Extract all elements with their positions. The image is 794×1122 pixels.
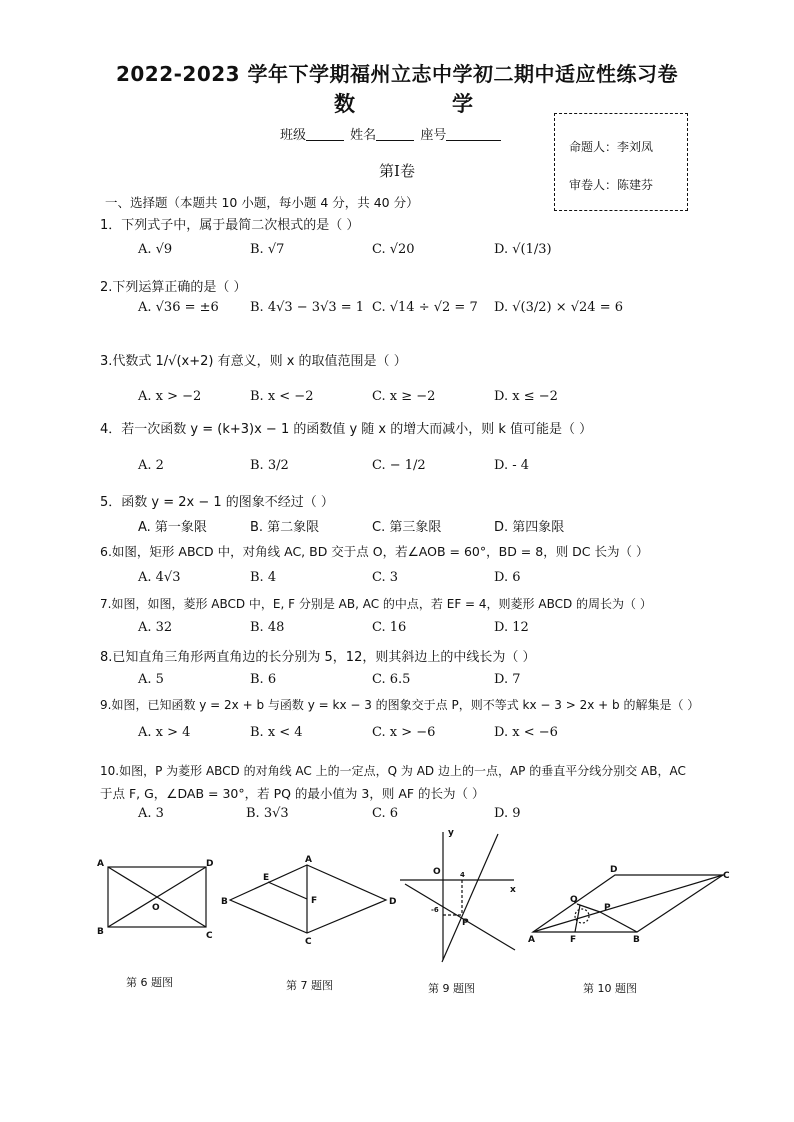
q5-option-a: A. 第一象限 (138, 520, 207, 535)
fig10-diagonal-ac (533, 875, 723, 932)
q3-option-a: A. x > −2 (138, 389, 202, 404)
class-blank[interactable] (306, 140, 344, 141)
reviewer-text: 审卷人：陈建芬 (569, 178, 654, 192)
q2-option-a: A. √36 = ±6 (138, 300, 219, 315)
fig10-label-p: P (604, 903, 611, 913)
seat-blank[interactable] (446, 140, 501, 141)
q6-option-b: B. 4 (250, 570, 277, 585)
fig7-label-b: B (221, 897, 228, 907)
figure-6-rectangle (108, 867, 206, 927)
q6-option-d: D. 6 (494, 570, 521, 585)
fig9-label-y: y (448, 828, 454, 838)
q2-option-c: C. √14 ÷ √2 = 7 (372, 300, 478, 315)
caption-fig9: 第 9 题图 (428, 982, 475, 995)
fig7-label-e: E (263, 873, 270, 883)
q10-option-d: D. 9 (494, 806, 521, 821)
q4-option-d: D. - 4 (494, 458, 530, 473)
q7-option-c: C. 16 (372, 620, 407, 635)
fig7-rhombus (230, 865, 386, 933)
q9-option-d: D. x < −6 (494, 725, 558, 740)
caption-fig10: 第 10 题图 (583, 982, 637, 995)
q2-option-b: B. 4√3 − 3√3 = 1 (250, 300, 365, 315)
q3-option-c: C. x ≥ −2 (372, 389, 436, 404)
q7-option-b: B. 48 (250, 620, 285, 635)
fig9-label-4: 4 (460, 871, 465, 879)
caption-fig7: 第 7 题图 (286, 979, 333, 992)
name-label: 姓名 (350, 128, 377, 143)
q3-option-d: D. x ≤ −2 (494, 389, 558, 404)
setter-text: 命题人：李刘凤 (569, 140, 654, 154)
question-7: 7.如图，如图，菱形 ABCD 中，E, F 分别是 AB, AC 的中点，若 EF = 4，则菱形 ABCD 的周长为（ ） (100, 597, 652, 611)
fig7-label-f: F (311, 896, 318, 906)
fig9-label-x: x (510, 885, 516, 895)
question-2: 2.下列运算正确的是（ ） (100, 280, 247, 295)
question-6: 6.如图，矩形 ABCD 中，对角线 AC, BD 交于点 O，若∠AOB = 60°，BD = 8，则 DC 长为（ ） (100, 544, 649, 559)
q1-option-c: C. √20 (372, 242, 415, 257)
q1-option-b: B. √7 (250, 242, 285, 257)
q2-option-d: D. √(3/2) × √24 = 6 (494, 300, 623, 315)
fig10-label-b: B (633, 935, 640, 945)
q8-option-b: B. 6 (250, 672, 277, 687)
volume-heading: 第Ⅰ卷 (379, 162, 415, 180)
q10-option-b: B. 3√3 (246, 806, 289, 821)
fig6-label-c: C (206, 931, 213, 941)
q1-option-d: D. √(1/3) (494, 242, 552, 257)
figure-7-rhombus (230, 865, 386, 933)
q6-option-a: A. 4√3 (138, 570, 181, 585)
question-8: 8.已知直角三角形两直角边的长分别为 5，12，则其斜边上的中线长为（ ） (100, 650, 536, 665)
fig9-line-kx-minus-3 (405, 884, 515, 950)
q7-option-a: A. 32 (138, 620, 173, 635)
figures-area (0, 820, 794, 1000)
q10-option-c: C. 6 (372, 806, 399, 821)
q7-option-d: D. 12 (494, 620, 529, 635)
exam-title: 2022-2023 学年下学期福州立志中学初二期中适应性练习卷 (115, 62, 679, 86)
question-5: 5．函数 y = 2x − 1 的图象不经过（ ） (100, 495, 334, 510)
question-10: 10.如图，P 为菱形 ABCD 的对角线 AC 上的一定点，Q 为 AD 边上的一点，AP 的垂直平分线分别交 AB，AC (100, 764, 686, 778)
q3-option-b: B. x < −2 (250, 389, 314, 404)
q4-option-c: C. − 1/2 (372, 458, 426, 473)
fig9-label-o: O (433, 867, 441, 877)
fig10-label-q: Q (570, 895, 578, 905)
question-1: 1．下列式子中，属于最简二次根式的是（ ） (100, 218, 360, 233)
section-heading: 一、选择题（本题共 10 小题，每小题 4 分，共 40 分） (105, 195, 419, 210)
seat-label: 座号 (420, 128, 447, 143)
question-4: 4．若一次函数 y = (k+3)x − 1 的函数值 y 随 x 的增大而减小，则 k 值可能是（ ） (100, 422, 593, 437)
q9-option-c: C. x > −6 (372, 725, 436, 740)
q8-option-a: A. 5 (138, 672, 164, 687)
q1-option-a: A. √9 (138, 242, 173, 257)
fig6-label-o: O (152, 903, 160, 913)
q5-option-c: C. 第三象限 (372, 520, 442, 535)
name-blank[interactable] (376, 140, 414, 141)
question-10-line2: 于点 F, G，∠DAB = 30°，若 PQ 的最小值为 3，则 AF 的长为（ ） (100, 786, 485, 801)
caption-fig6: 第 6 题图 (126, 976, 173, 989)
fig10-segment-pb (600, 912, 637, 932)
fig10-label-f: F (570, 935, 577, 945)
fig9-label-neg6: -6 (431, 906, 439, 914)
question-3: 3.代数式 1/√(x+2) 有意义，则 x 的取值范围是（ ） (100, 354, 407, 369)
question-9: 9.如图，已知函数 y = 2x + b 与函数 y = kx − 3 的图象交于点 P，则不等式 kx − 3 > 2x + b 的解集是（ ） (100, 698, 700, 712)
q5-option-d: D. 第四象限 (494, 520, 565, 535)
fig10-segment-pq (577, 904, 600, 912)
student-info-line (280, 124, 503, 143)
q10-option-a: A. 3 (138, 806, 164, 821)
fig6-label-b: B (97, 927, 104, 937)
fig7-label-c: C (305, 937, 312, 947)
q9-option-b: B. x < 4 (250, 725, 303, 740)
fig9-line-2x-plus-b (442, 834, 498, 962)
fig7-segment-ef (268, 882, 307, 899)
q9-option-a: A. x > 4 (138, 725, 191, 740)
fig6-label-a: A (97, 859, 104, 869)
fig9-label-p: P (462, 918, 469, 928)
q8-option-d: D. 7 (494, 672, 521, 687)
subject-char-right: 学 (452, 92, 473, 116)
fig7-label-a: A (305, 855, 312, 865)
q6-option-c: C. 3 (372, 570, 399, 585)
subject-char-left: 数 (334, 92, 355, 116)
fig10-label-a: A (528, 935, 535, 945)
q5-option-b: B. 第二象限 (250, 520, 320, 535)
q4-option-a: A. 2 (138, 458, 164, 473)
fig10-label-c: C (723, 871, 730, 881)
figure-10-rhombus (533, 875, 723, 932)
figure-9-graph (400, 832, 515, 962)
fig10-label-d: D (610, 865, 618, 875)
q4-option-b: B. 3/2 (250, 458, 289, 473)
q8-option-c: C. 6.5 (372, 672, 411, 687)
class-label: 班级 (280, 128, 307, 143)
fig7-label-d: D (389, 897, 397, 907)
fig6-label-d: D (206, 859, 214, 869)
